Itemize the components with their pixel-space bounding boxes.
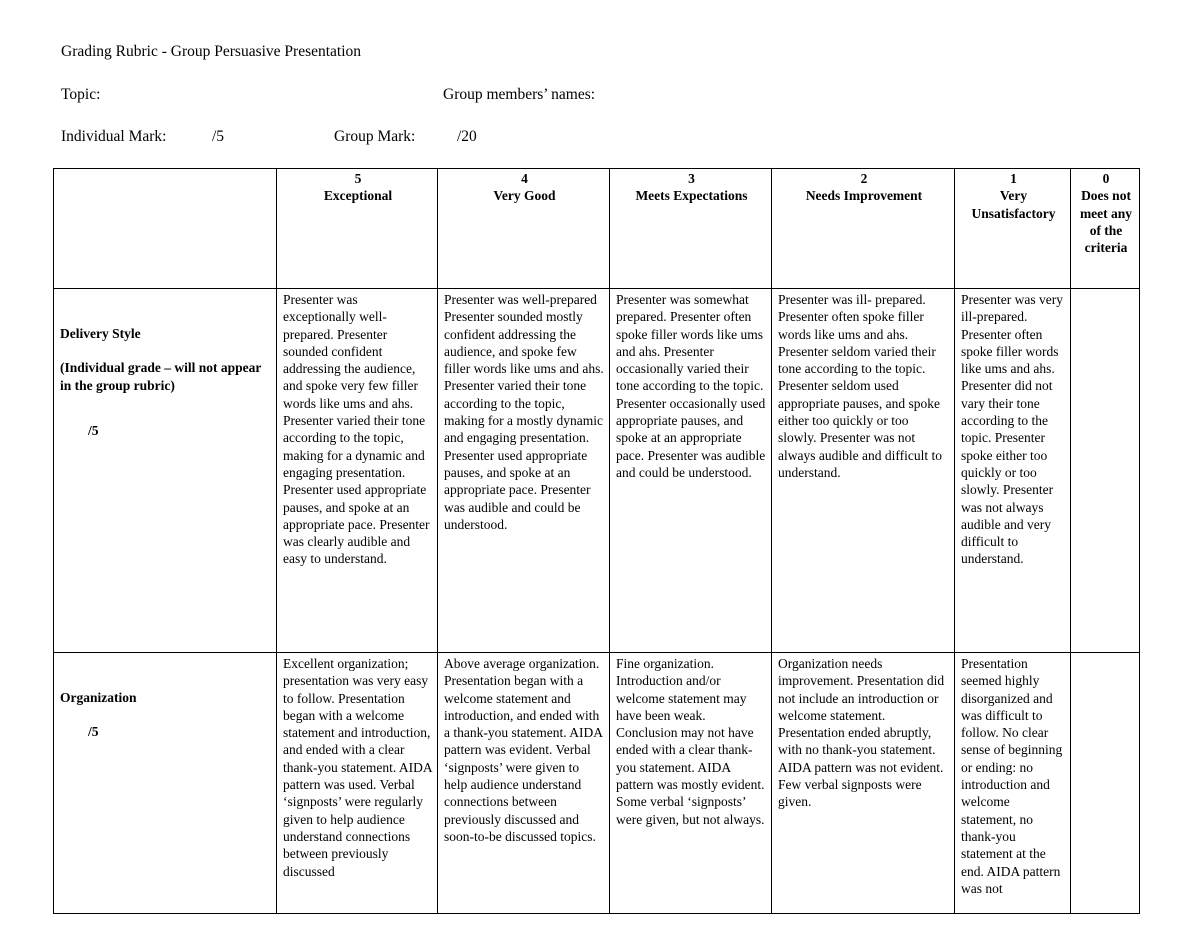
descriptor-cell: Fine organization. Introduction and/or welcome statement may have been weak. Conclusion may not have ended with a clear thank-you statement. AIDA pattern was mostly evident. Some verbal ‘signposts’ were given, but not always. (610, 653, 772, 914)
criterion-note: (Individual grade – will not appear in the group rubric) (60, 360, 262, 393)
topic-label: Topic: (61, 86, 101, 103)
level-header-cell (438, 169, 610, 289)
criterion-mark: /5 (88, 422, 99, 438)
criteria-header-cell (54, 169, 277, 289)
rubric-table (53, 168, 1140, 914)
descriptor-cell (1071, 289, 1140, 653)
individual-mark-value: /5 (212, 128, 225, 145)
rubric-row-delivery-style (54, 289, 1140, 653)
individual-mark-label: Individual Mark: (61, 128, 167, 145)
level-name: Does not meet any of the criteria (1079, 188, 1133, 256)
level-score: 4 (521, 171, 528, 186)
level-name: Meets Expectations (635, 188, 748, 204)
descriptor-cell: Organization needs improvement. Presentation did not include an introduction or welcome statement. Presentation ended abruptly, with no thank-you statement. AIDA pattern was not evident. Few verbal signposts were given. (772, 653, 955, 914)
level-header-cell (955, 169, 1071, 289)
level-score: 1 (1010, 171, 1017, 186)
level-score: 3 (688, 171, 695, 186)
level-score: 5 (354, 171, 362, 186)
group-mark-value: /20 (457, 128, 477, 145)
level-score: 2 (860, 171, 868, 186)
level-header-cell (772, 169, 955, 289)
level-name: Exceptional (323, 188, 393, 204)
rubric-header-row (54, 169, 1140, 289)
descriptor-cell: Excellent organization; presentation was very easy to follow. Presentation began with a welcome statement and introduction, and ended with a clear thank-you statement. AIDA pattern was used. Verbal ‘signposts’ were regularly given to help audience understand connections between previously discussed (277, 653, 438, 914)
descriptor-cell: Presenter was exceptionally well-prepared. Presenter sounded confident addressing the audience, and spoke very few filler words like ums and ahs. Presenter varied their tone according to the topic, making for a dynamic and engaging presentation. Presenter used appropriate pauses, and spoke at an appropriate pace. Presenter was clearly audible and easy to understand. (277, 289, 438, 653)
criterion-cell (54, 653, 277, 914)
criterion-mark: /5 (88, 724, 99, 740)
descriptor-cell: Presenter was very ill-prepared. Presenter often spoke filler words like ums and ahs. Presenter did not vary their tone according to the topic. Presenter spoke either too quickly or too slowly. Presenter was not always audible and very difficult to understand. (955, 289, 1071, 653)
level-score: 0 (1102, 171, 1110, 186)
descriptor-cell: Presenter was ill- prepared. Presenter often spoke filler words like ums and ahs. Presenter seldom varied their tone according to the topic. Presenter seldom used appropriate pauses, and spoke either too quickly or too slowly. Presenter was not always audible and difficult to understand. (772, 289, 955, 653)
descriptor-cell (1071, 653, 1140, 914)
descriptor-cell: Above average organization. Presentation began with a welcome statement and introduction, and ended with a thank-you statement. AIDA pattern was evident. Verbal ‘signposts’ were given to help audience understand connections between previously discussed and soon-to-be discussed topics. (438, 653, 610, 914)
descriptor-cell: Presenter was somewhat prepared. Presenter often spoke filler words like ums and ahs. Presenter occasionally varied their tone according to the topic. Presenter occasionally used appropriate pauses, and spoke at an appropriate pace. Presenter was audible and could be understood. (610, 289, 772, 653)
level-name: Very Unsatisfactory (971, 188, 1056, 221)
criterion-name: Organization (60, 690, 137, 705)
rubric-row-organization (54, 653, 1140, 914)
level-name: Very Good (493, 188, 556, 204)
criterion-cell (54, 289, 277, 653)
level-header-cell (610, 169, 772, 289)
level-header-cell (277, 169, 438, 289)
group-mark-label: Group Mark: (334, 128, 416, 145)
document-title: Grading Rubric - Group Persuasive Presentation (61, 43, 362, 60)
level-name: Needs Improvement (805, 188, 923, 204)
descriptor-cell: Presentation seemed highly disorganized and was difficult to follow. No clear sense of beginning or ending: no introduction and welcome statement, no thank-you statement at the end. AIDA pattern was not (955, 653, 1071, 914)
descriptor-cell: Presenter was well-prepared Presenter sounded mostly confident addressing the audience, and spoke few filler words like ums and ahs. Presenter varied their tone according to the topic, making for a mostly dynamic and engaging presentation. Presenter used appropriate pauses, and spoke at an appropriate pace. Presenter was audible and could be understood. (438, 289, 610, 653)
group-members-label: Group members’ names: (443, 86, 596, 103)
level-header-cell (1071, 169, 1140, 289)
criterion-name: Delivery Style (60, 326, 141, 341)
